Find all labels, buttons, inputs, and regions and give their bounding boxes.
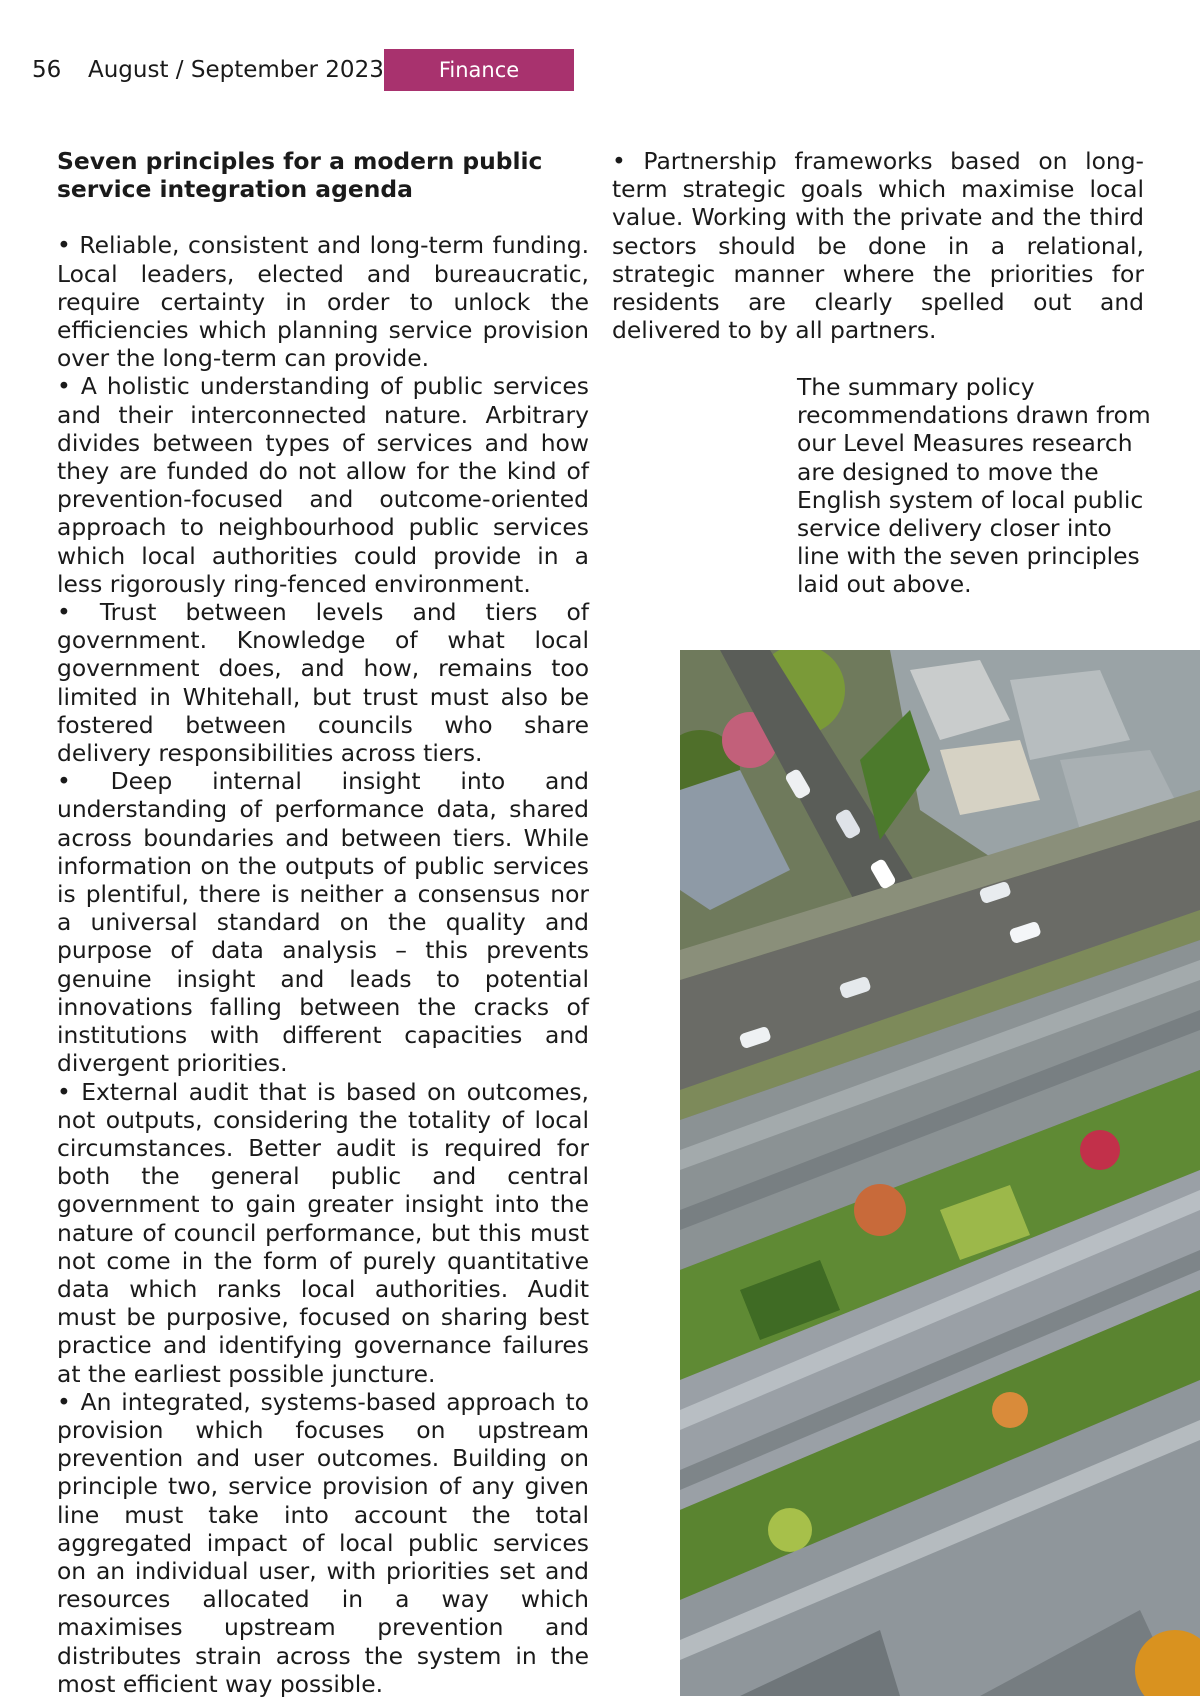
aerial-neighbourhood-photo — [680, 650, 1200, 1696]
issue-date: August / September 2023 — [88, 57, 384, 83]
section-tag: Finance — [384, 49, 574, 91]
principle-item: • Reliable, consistent and long-term funding. Local leaders, elected and bureaucratic, require certainty in order to unlock the efficiencies which planning service provision over the long-term can provide. — [57, 231, 589, 373]
article-heading: Seven principles for a modern public service integration agenda — [57, 147, 543, 204]
principle-item: • A holistic understanding of public services and their interconnected nature. Arbitrary divides between types of services and how they are funded do not allow for the kind of prevention-focused and outcome-oriented approach to neighbourhood public services which local authorities could provide in a less rigorously ring-fenced environment. — [57, 372, 589, 598]
pull-quote: The summary policy recommendations drawn from our Level Measures research are designed to move the English system of local public service delivery closer into line with the seven principles laid out above. — [797, 373, 1151, 599]
principle-item: • External audit that is based on outcomes, not outputs, considering the totality of local circumstances. Better audit is required for both the general public and central government to gain greater insight into the nature of council performance, but this must not come in the form of purely quantitative data which ranks local authorities. Audit must be purposive, focused on sharing best practice and identifying governance failures at the earliest possible juncture. — [57, 1077, 589, 1388]
principle-item: • Deep internal insight into and understanding of performance data, shared across boundaries and between tiers. While information on the outputs of public services is plentiful, there is neither a consensus nor a universal standard on the quality and purpose of data analysis – this prevents genuine insight and leads to potential innovations falling between the cracks of institutions with different capacities and divergent priorities. — [57, 767, 589, 1078]
principle-item: • An integrated, systems-based approach to provision which focuses on upstream prevention and user outcomes. Building on principle two, service provision of any given line must take into account the total aggregated impact of local public services on an individual user, with priorities set and resources allocated in a way which maximises upstream prevention and distributes strain across the system in the most efficient way possible. — [57, 1387, 589, 1698]
page-number: 56 — [32, 57, 62, 83]
article-left-column — [57, 147, 589, 1698]
article-right-column — [612, 147, 1144, 344]
principle-item: • Partnership frameworks based on long-term strategic goals which maximise local value. Working with the private and the third sectors should be done in a relational, strategic manner where the priorities for residents are clearly spelled out and delivered to by all partners. — [612, 147, 1144, 345]
principle-item: • Trust between levels and tiers of government. Knowledge of what local government does, and how, remains too limited in Whitehall, but trust must also be fostered between councils who share delivery responsibilities across tiers. — [57, 598, 589, 768]
